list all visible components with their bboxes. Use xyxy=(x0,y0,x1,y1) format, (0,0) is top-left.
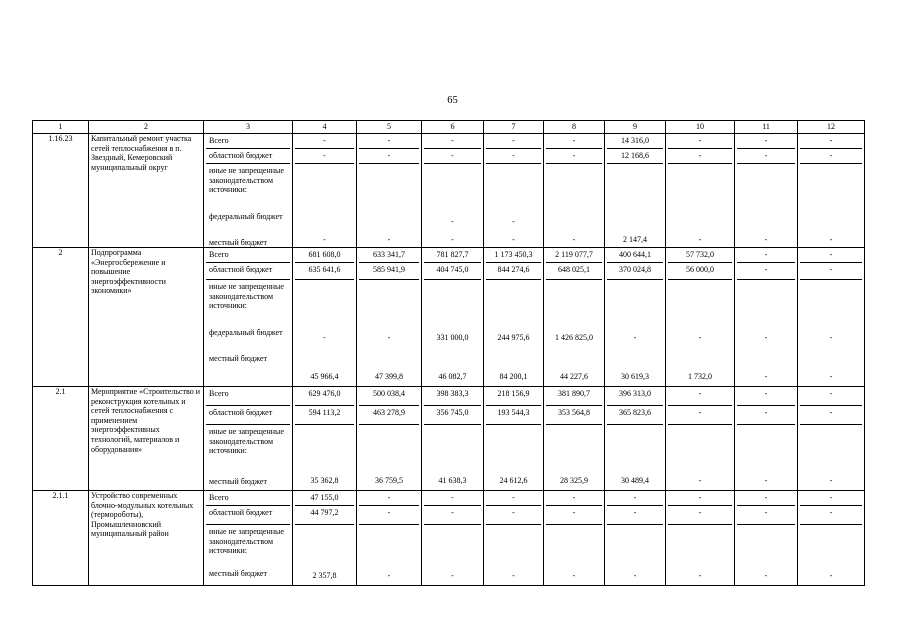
amount-cell xyxy=(546,163,602,210)
amount-cell: 844 274,6 xyxy=(486,262,541,279)
amount-column xyxy=(293,248,357,387)
amount-cell xyxy=(424,163,481,210)
amount-cell: - xyxy=(512,571,515,580)
funding-source-label: областной бюджет xyxy=(206,405,290,424)
amount-cell xyxy=(486,279,541,326)
header-cell: 6 xyxy=(422,121,484,134)
amount-cell: - xyxy=(323,333,326,342)
amount-cell: - xyxy=(451,493,454,502)
amount-cell xyxy=(668,210,732,234)
amount-cell: 331 000,0 xyxy=(436,333,469,342)
amount-column xyxy=(422,491,484,586)
item-number: 2.1 xyxy=(33,387,89,491)
amount-cell: 44 797,2 xyxy=(295,505,354,524)
amount-cell: - xyxy=(698,333,702,342)
amount-cell: 14 316,0 xyxy=(621,136,649,145)
funding-source-label: иные не запрещенные законодательством источники: xyxy=(206,279,290,328)
section-row xyxy=(33,134,865,248)
header-cell: 7 xyxy=(484,121,544,134)
header-cell: 10 xyxy=(666,121,735,134)
amount-cell: 28 325,9 xyxy=(560,476,588,485)
funding-source-label: иные не запрещенные законодательством источники: xyxy=(206,524,290,567)
amount-cell: 585 941,9 xyxy=(359,262,419,279)
amount-cell xyxy=(800,210,862,234)
amount-cell: 56 000,0 xyxy=(668,262,732,279)
amount-cell xyxy=(295,163,354,210)
funding-source-label: областной бюджет xyxy=(206,505,290,524)
amount-cell: - xyxy=(800,405,862,424)
funding-source-label: местный бюджет xyxy=(209,238,267,247)
section-row xyxy=(33,491,865,586)
budget-table xyxy=(32,120,865,586)
amount-column xyxy=(735,134,798,248)
funding-source-label: областной бюджет xyxy=(206,262,290,279)
header-cell: 1 xyxy=(33,121,89,134)
amount-cell: - xyxy=(633,493,637,502)
amount-cell: 353 564,8 xyxy=(546,405,602,424)
amount-cell: - xyxy=(764,136,768,145)
amount-cell xyxy=(607,524,663,565)
amount-cell: 47 399,8 xyxy=(375,372,403,381)
amount-cell xyxy=(359,163,419,210)
amount-cell: - xyxy=(572,136,576,145)
amount-cell: - xyxy=(424,148,481,163)
amount-cell: 218 156,9 xyxy=(497,389,530,398)
amount-cell xyxy=(546,424,602,473)
amount-cell: - xyxy=(764,571,768,580)
amount-cell xyxy=(546,279,602,326)
amount-cell: 400 644,1 xyxy=(619,250,651,259)
amount-cell: 681 608,0 xyxy=(308,250,341,259)
page-number: 65 xyxy=(447,95,458,106)
amount-cell: - xyxy=(764,372,768,381)
amount-cell xyxy=(668,524,732,565)
amount-cell: - xyxy=(546,148,602,163)
section-row xyxy=(33,387,865,491)
amount-cell: - xyxy=(486,148,541,163)
amount-cell: - xyxy=(512,493,515,502)
amount-cell: - xyxy=(512,217,515,226)
amount-cell: - xyxy=(829,571,833,580)
amount-column xyxy=(484,248,544,387)
amount-cell: - xyxy=(359,148,419,163)
amount-cell: - xyxy=(829,476,833,485)
header-cell: 11 xyxy=(735,121,798,134)
amount-cell: 47 155,0 xyxy=(310,493,339,502)
amount-cell: - xyxy=(572,571,576,580)
amount-cell: - xyxy=(800,148,862,163)
funding-source-label: Всего xyxy=(209,493,229,502)
amount-cell: - xyxy=(359,505,419,524)
amount-cell: 629 476,0 xyxy=(308,389,341,398)
amount-cell: 396 313,0 xyxy=(619,389,651,398)
amount-column xyxy=(544,134,605,248)
amount-column xyxy=(357,387,422,491)
header-cell: 3 xyxy=(204,121,293,134)
amount-cell xyxy=(424,524,481,565)
amount-cell xyxy=(607,424,663,473)
amount-cell: - xyxy=(633,333,637,342)
amount-cell: - xyxy=(737,262,795,279)
amount-cell: 356 745,0 xyxy=(424,405,481,424)
amount-cell: - xyxy=(829,235,833,244)
amount-cell: - xyxy=(764,250,768,259)
amount-column xyxy=(484,134,544,248)
amount-cell: 36 759,5 xyxy=(375,476,403,485)
funding-source-label: местный бюджет xyxy=(209,569,267,578)
amount-cell: - xyxy=(829,389,833,398)
amount-column xyxy=(544,387,605,491)
amount-cell: 12 168,6 xyxy=(607,148,663,163)
amount-cell: - xyxy=(668,405,732,424)
amount-cell xyxy=(800,524,862,565)
amount-cell: - xyxy=(572,493,576,502)
amount-column xyxy=(666,387,735,491)
amount-cell: - xyxy=(829,136,833,145)
amount-column xyxy=(798,387,865,491)
header-row xyxy=(33,121,865,134)
amount-cell xyxy=(668,163,732,210)
amount-cell: 1 732,0 xyxy=(688,372,712,381)
amount-cell xyxy=(295,424,354,473)
amount-column xyxy=(798,134,865,248)
funding-source-label: иные не запрещенные законодательством источники: xyxy=(206,424,290,475)
amount-column xyxy=(293,134,357,248)
amount-cell xyxy=(607,163,663,210)
amount-column xyxy=(544,491,605,586)
amount-cell xyxy=(486,163,541,210)
amount-column xyxy=(605,248,666,387)
amount-column xyxy=(357,248,422,387)
amount-cell: 635 641,6 xyxy=(295,262,354,279)
amount-cell: - xyxy=(607,505,663,524)
header-cell: 9 xyxy=(605,121,666,134)
funding-sources xyxy=(204,387,293,491)
amount-cell xyxy=(486,424,541,473)
amount-cell xyxy=(737,424,795,473)
amount-cell: 84 200,1 xyxy=(499,372,528,381)
amount-cell: - xyxy=(764,333,768,342)
amount-cell xyxy=(359,279,419,326)
amount-cell: 44 227,6 xyxy=(560,372,588,381)
amount-cell: - xyxy=(764,493,768,502)
amount-cell: - xyxy=(387,493,391,502)
amount-cell: 2 119 077,7 xyxy=(555,250,593,259)
amount-cell: - xyxy=(698,235,702,244)
amount-cell: - xyxy=(668,505,732,524)
amount-cell: - xyxy=(764,476,768,485)
amount-cell: 193 544,3 xyxy=(486,405,541,424)
amount-cell: - xyxy=(737,505,795,524)
amount-column xyxy=(293,491,357,586)
amount-cell xyxy=(668,424,732,473)
amount-cell: - xyxy=(829,333,833,342)
amount-column xyxy=(666,248,735,387)
funding-sources xyxy=(204,134,293,248)
amount-cell: - xyxy=(698,476,702,485)
amount-cell xyxy=(737,163,795,210)
funding-sources xyxy=(204,248,293,387)
item-title: Капитальный ремонт участка сетей теплоснабжения в п. Звездный, Кемеровский муниципальный округ xyxy=(89,134,204,248)
amount-cell xyxy=(607,210,663,234)
amount-cell: 594 113,2 xyxy=(295,405,354,424)
amount-cell: - xyxy=(698,136,702,145)
amount-cell: 2 357,8 xyxy=(312,571,337,580)
amount-column xyxy=(293,387,357,491)
amount-cell: - xyxy=(698,389,702,398)
amount-cell: 244 975,6 xyxy=(497,333,530,342)
amount-cell: 1 426 825,0 xyxy=(555,333,593,342)
amount-cell: - xyxy=(451,217,454,226)
amount-column xyxy=(422,248,484,387)
amount-cell: - xyxy=(829,250,833,259)
item-title: Мероприятие «Строительство и реконструкция котельных и сетей теплоснабжения с применением энергоэффективных технологий, материалов и оборудования» xyxy=(89,387,204,491)
funding-source-label: Всего xyxy=(209,136,229,145)
amount-cell: - xyxy=(698,493,702,502)
amount-cell xyxy=(424,279,481,326)
header-cell: 4 xyxy=(293,121,357,134)
amount-cell: - xyxy=(764,235,768,244)
funding-source-label: местный бюджет xyxy=(209,477,267,486)
amount-cell: 57 732,0 xyxy=(686,250,714,259)
amount-column xyxy=(605,491,666,586)
amount-cell xyxy=(486,524,541,565)
amount-cell: - xyxy=(668,148,732,163)
amount-column xyxy=(544,248,605,387)
amount-cell xyxy=(295,210,354,234)
amount-cell xyxy=(546,210,602,234)
amount-cell: - xyxy=(323,235,326,244)
amount-cell: - xyxy=(829,493,833,502)
amount-cell: - xyxy=(387,235,391,244)
amount-cell xyxy=(295,524,354,565)
item-number: 2 xyxy=(33,248,89,387)
amount-cell: 30 619,3 xyxy=(621,372,649,381)
funding-source-label: местный бюджет xyxy=(209,354,267,363)
funding-source-label: федеральный бюджет xyxy=(209,212,283,221)
amount-column xyxy=(666,491,735,586)
funding-sources xyxy=(204,491,293,586)
amount-cell: - xyxy=(764,389,768,398)
header-cell: 5 xyxy=(357,121,422,134)
header-cell: 12 xyxy=(798,121,865,134)
amount-cell xyxy=(800,163,862,210)
amount-cell: - xyxy=(387,571,391,580)
amount-cell: - xyxy=(424,505,481,524)
funding-source-label: Всего xyxy=(209,389,229,398)
header-cell: 2 xyxy=(89,121,204,134)
amount-column xyxy=(735,387,798,491)
funding-source-label: Всего xyxy=(209,250,229,259)
amount-column xyxy=(484,491,544,586)
amount-cell xyxy=(295,279,354,326)
amount-cell xyxy=(546,524,602,565)
item-title: Устройство современных блочно-модульных котельных (термороботы), Промышленновский муниципальный район xyxy=(89,491,204,586)
amount-cell: - xyxy=(512,235,515,244)
amount-cell: - xyxy=(451,136,454,145)
amount-column xyxy=(605,387,666,491)
amount-cell: 370 024,8 xyxy=(607,262,663,279)
amount-cell: - xyxy=(800,262,862,279)
amount-cell: - xyxy=(387,136,391,145)
amount-cell xyxy=(800,279,862,326)
amount-cell xyxy=(737,210,795,234)
amount-cell: 633 341,7 xyxy=(373,250,405,259)
amount-cell xyxy=(737,524,795,565)
amount-column xyxy=(735,248,798,387)
amount-column xyxy=(484,387,544,491)
amount-cell: 30 489,4 xyxy=(621,476,649,485)
amount-cell: - xyxy=(546,505,602,524)
amount-cell: 781 827,7 xyxy=(436,250,469,259)
amount-cell: 35 362,8 xyxy=(310,476,339,485)
amount-cell: 41 638,3 xyxy=(438,476,467,485)
amount-cell: - xyxy=(451,235,454,244)
amount-cell xyxy=(668,279,732,326)
amount-cell: 404 745,0 xyxy=(424,262,481,279)
amount-cell: - xyxy=(572,235,576,244)
amount-cell: - xyxy=(737,148,795,163)
amount-cell: - xyxy=(387,333,391,342)
item-title: Подпрограмма «Энергосбережение и повышение энергоэффективности экономики» xyxy=(89,248,204,387)
amount-cell: - xyxy=(451,571,454,580)
amount-cell: - xyxy=(295,148,354,163)
amount-cell: 648 025,1 xyxy=(546,262,602,279)
amount-cell: 1 173 450,3 xyxy=(494,250,533,259)
amount-cell xyxy=(607,279,663,326)
amount-cell xyxy=(359,210,419,234)
amount-column xyxy=(422,134,484,248)
amount-cell: - xyxy=(829,372,833,381)
amount-column xyxy=(357,134,422,248)
section-row xyxy=(33,248,865,387)
amount-cell: 2 147,4 xyxy=(623,235,647,244)
amount-column xyxy=(735,491,798,586)
amount-cell: 500 038,4 xyxy=(373,389,405,398)
amount-cell: - xyxy=(323,136,326,145)
amount-cell: 463 278,9 xyxy=(359,405,419,424)
amount-cell: - xyxy=(698,571,702,580)
amount-cell xyxy=(359,524,419,565)
amount-cell: 24 612,6 xyxy=(499,476,528,485)
amount-cell: 381 890,7 xyxy=(558,389,590,398)
amount-cell: 398 383,3 xyxy=(436,389,469,398)
amount-cell: 45 966,4 xyxy=(310,372,339,381)
amount-cell: - xyxy=(633,571,637,580)
amount-cell: 365 823,6 xyxy=(607,405,663,424)
item-number: 2.1.1 xyxy=(33,491,89,586)
funding-source-label: областной бюджет xyxy=(206,148,290,163)
amount-cell xyxy=(424,424,481,473)
amount-cell xyxy=(359,424,419,473)
amount-column xyxy=(422,387,484,491)
amount-column xyxy=(357,491,422,586)
amount-column xyxy=(666,134,735,248)
amount-cell xyxy=(737,279,795,326)
amount-cell: - xyxy=(486,505,541,524)
amount-cell: - xyxy=(512,136,515,145)
amount-column xyxy=(798,248,865,387)
amount-column xyxy=(605,134,666,248)
funding-source-label: федеральный бюджет xyxy=(209,328,283,337)
amount-cell: 46 082,7 xyxy=(438,372,467,381)
amount-cell: - xyxy=(737,405,795,424)
item-number: 1.16.23 xyxy=(33,134,89,248)
header-cell: 8 xyxy=(544,121,605,134)
amount-column xyxy=(798,491,865,586)
amount-cell xyxy=(800,424,862,473)
funding-source-label: иные не запрещенные законодательством источники: xyxy=(206,163,290,212)
amount-cell: - xyxy=(800,505,862,524)
